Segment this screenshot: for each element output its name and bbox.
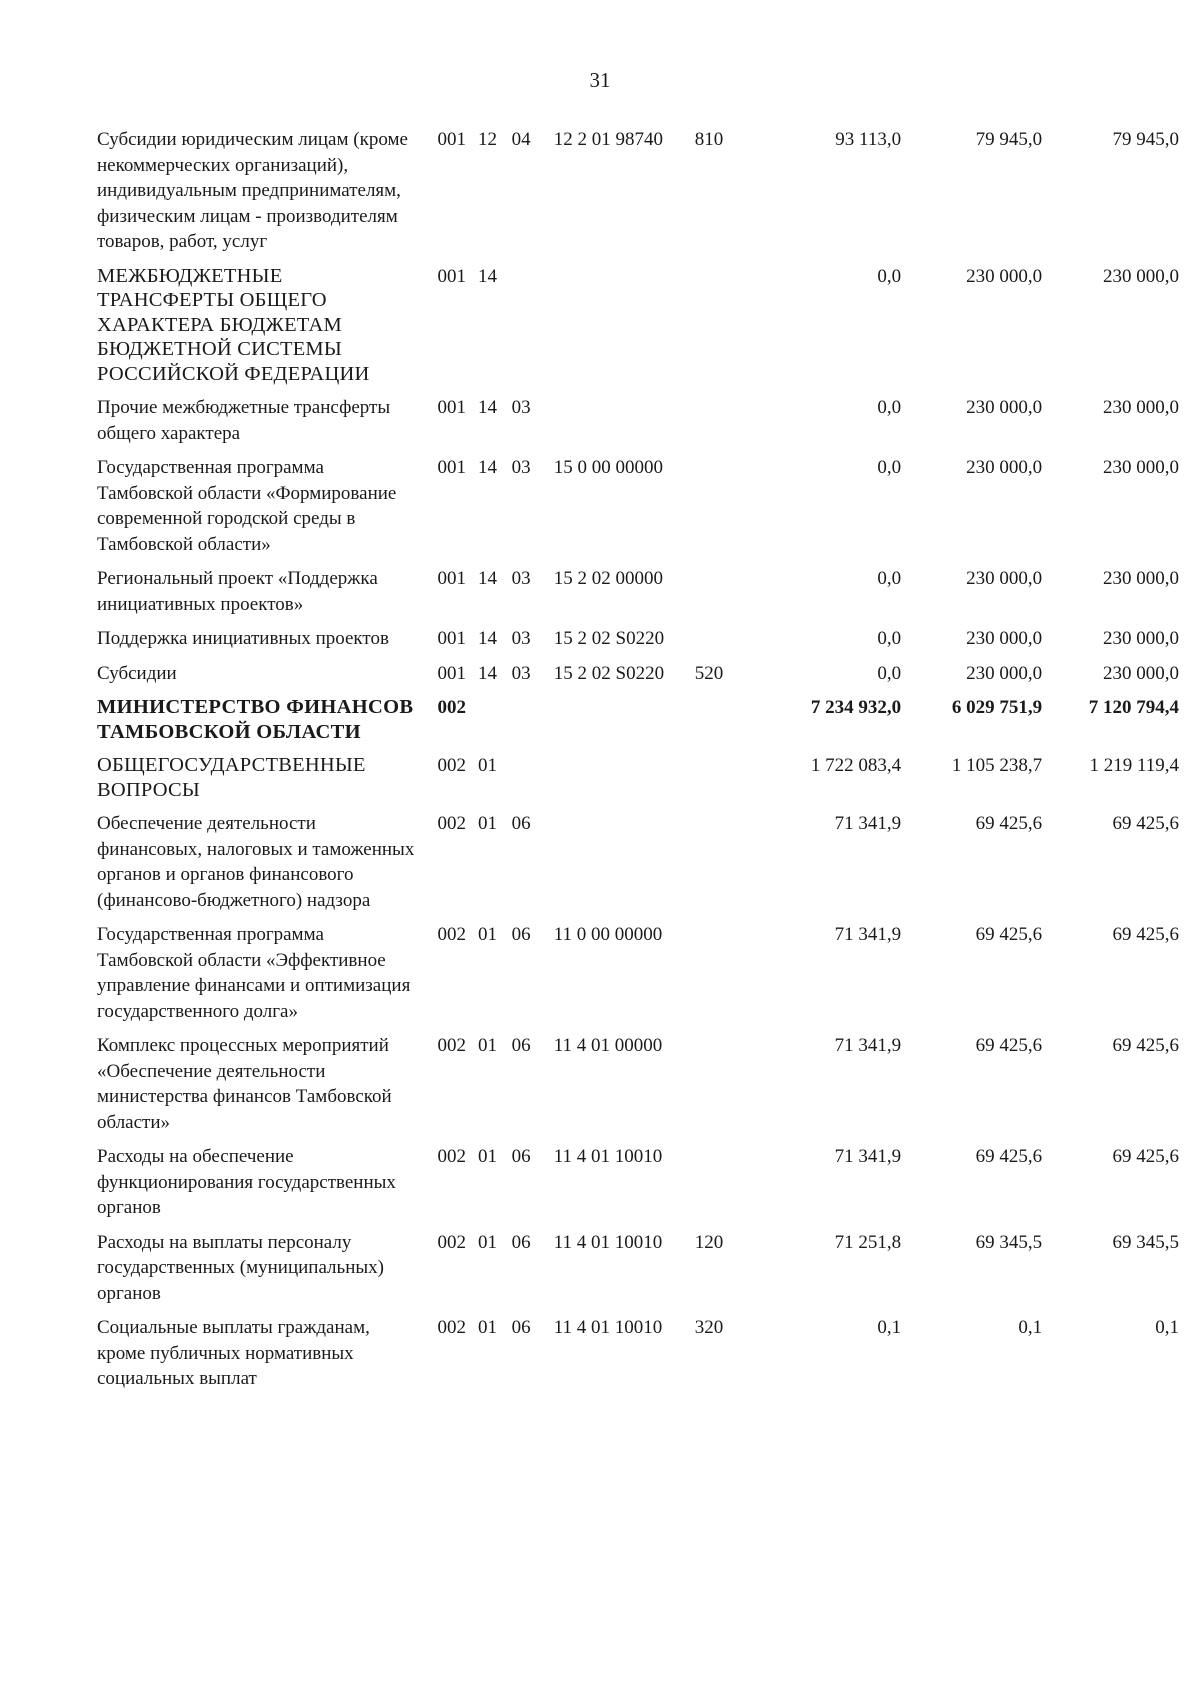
amount-year-2: 1 105 238,7 bbox=[951, 755, 1043, 776]
expense-type-code bbox=[695, 563, 758, 623]
row-name: Государственная программа Тамбовской области «Эффективное управление финансами и оптимизация государственного долга» bbox=[97, 924, 411, 1022]
section-code: 14 bbox=[478, 457, 497, 478]
amount-year-1: 0,0 bbox=[877, 628, 902, 649]
expense-type-code: 520 bbox=[694, 662, 724, 684]
section-code: 14 bbox=[478, 568, 497, 589]
target-article-code: 11 4 01 00000 bbox=[553, 1035, 663, 1056]
target-article-code: 11 4 01 10010 bbox=[553, 1146, 663, 1167]
section-code: 01 bbox=[478, 1231, 497, 1253]
section-code: 01 bbox=[478, 755, 497, 776]
amount-year-3: 1 219 119,4 bbox=[1089, 755, 1179, 776]
amount-year-3: 69 425,6 bbox=[1112, 924, 1179, 945]
table-row bbox=[97, 452, 1179, 563]
amount-year-2: 69 425,6 bbox=[975, 813, 1043, 834]
amount-year-2: 69 345,5 bbox=[975, 1231, 1043, 1253]
amount-year-3: 79 945,0 bbox=[1112, 129, 1179, 150]
expense-type-code bbox=[695, 808, 758, 919]
expense-type-code bbox=[695, 452, 758, 563]
expense-type-code: 320 bbox=[694, 1317, 724, 1338]
table-row bbox=[97, 919, 1179, 1030]
table-row bbox=[97, 658, 1179, 693]
row-name: МИНИСТЕРСТВО ФИНАНСОВ ТАМБОВСКОЙ ОБЛАСТИ bbox=[97, 696, 414, 743]
subsection-code: 06 bbox=[511, 924, 531, 945]
section-code: 01 bbox=[478, 1146, 497, 1167]
expense-type-code bbox=[695, 261, 758, 393]
table-row bbox=[97, 808, 1179, 919]
row-name: Региональный проект «Поддержка инициативных проектов» bbox=[97, 568, 378, 615]
amount-year-1: 7 234 932,0 bbox=[810, 697, 902, 718]
ministry-code: 002 bbox=[437, 697, 466, 718]
amount-year-2: 230 000,0 bbox=[966, 662, 1043, 684]
subsection-code: 06 bbox=[511, 1146, 531, 1167]
subsection-code bbox=[512, 750, 554, 808]
subsection-code: 06 bbox=[511, 813, 531, 834]
subsection-code: 06 bbox=[511, 1231, 531, 1253]
row-name: Обеспечение деятельности финансовых, налоговых и таможенных органов и органов финансового (финансово-бюджетного) надзора bbox=[97, 813, 415, 911]
ministry-code: 001 bbox=[437, 568, 466, 589]
ministry-code: 001 bbox=[437, 457, 466, 478]
expense-type-code bbox=[695, 692, 758, 750]
amount-year-3: 230 000,0 bbox=[1103, 265, 1179, 287]
section-code: 14 bbox=[478, 397, 497, 418]
table-row bbox=[97, 1030, 1179, 1141]
subsection-code: 03 bbox=[511, 662, 531, 684]
subsection-code bbox=[512, 692, 554, 750]
target-article-code: 15 2 02 S0220 bbox=[553, 628, 665, 649]
page-number: 31 bbox=[589, 68, 611, 92]
target-article-code: 15 2 02 S0220 bbox=[553, 662, 665, 684]
expense-type-code: 810 bbox=[694, 129, 724, 150]
amount-year-1: 0,0 bbox=[877, 397, 902, 418]
amount-year-1: 71 251,8 bbox=[834, 1231, 902, 1253]
row-name: Субсидии юридическим лицам (кроме некоммерческих организаций), индивидуальным предпринимателям, физическим лицам - производителям товаров, работ, услуг bbox=[97, 129, 408, 252]
amount-year-1: 0,1 bbox=[877, 1317, 902, 1338]
amount-year-3: 69 425,6 bbox=[1112, 1035, 1179, 1056]
section-code: 14 bbox=[478, 265, 497, 287]
row-name: Комплекс процессных мероприятий «Обеспечение деятельности министерства финансов Тамбовской области» bbox=[97, 1035, 392, 1133]
ministry-code: 002 bbox=[437, 1035, 466, 1056]
table-row bbox=[97, 692, 1179, 750]
section-code bbox=[478, 692, 512, 750]
ministry-code: 001 bbox=[437, 397, 466, 418]
table-row bbox=[97, 392, 1179, 452]
amount-year-3: 69 345,5 bbox=[1112, 1231, 1179, 1253]
amount-year-3: 0,1 bbox=[1155, 1317, 1179, 1338]
amount-year-3: 69 425,6 bbox=[1112, 813, 1179, 834]
amount-year-3: 230 000,0 bbox=[1103, 568, 1179, 589]
row-name: МЕЖБЮДЖЕТНЫЕ ТРАНСФЕРТЫ ОБЩЕГО ХАРАКТЕРА БЮДЖЕТАМ БЮДЖЕТНОЙ СИСТЕМЫ РОССИЙСКОЙ ФЕДЕРАЦИИ bbox=[97, 264, 370, 385]
expense-type-code bbox=[695, 919, 758, 1030]
amount-year-2: 69 425,6 bbox=[975, 924, 1043, 945]
budget-table bbox=[97, 124, 1179, 1398]
amount-year-2: 230 000,0 bbox=[966, 265, 1043, 287]
table-row bbox=[97, 750, 1179, 808]
section-code: 14 bbox=[478, 662, 497, 684]
amount-year-1: 0,0 bbox=[877, 568, 902, 589]
expense-type-code bbox=[695, 1141, 758, 1227]
ministry-code: 002 bbox=[437, 1317, 466, 1338]
amount-year-3: 69 425,6 bbox=[1112, 1146, 1179, 1167]
amount-year-2: 69 425,6 bbox=[975, 1035, 1043, 1056]
subsection-code: 06 bbox=[511, 1035, 531, 1056]
subsection-code: 04 bbox=[511, 129, 531, 150]
amount-year-2: 69 425,6 bbox=[975, 1146, 1043, 1167]
ministry-code: 002 bbox=[437, 924, 466, 945]
ministry-code: 002 bbox=[437, 755, 466, 776]
ministry-code: 002 bbox=[437, 1146, 466, 1167]
table-row bbox=[97, 1312, 1179, 1398]
amount-year-2: 230 000,0 bbox=[966, 568, 1043, 589]
amount-year-1: 0,0 bbox=[877, 265, 902, 287]
row-name: Расходы на обеспечение функционирования государственных органов bbox=[97, 1146, 396, 1218]
table-row bbox=[97, 261, 1179, 393]
expense-type-code bbox=[695, 623, 758, 658]
amount-year-2: 230 000,0 bbox=[966, 397, 1043, 418]
row-name: Прочие межбюджетные трансферты общего характера bbox=[97, 397, 391, 444]
row-name: Расходы на выплаты персоналу государственных (муниципальных) органов bbox=[97, 1231, 384, 1304]
section-code: 01 bbox=[478, 813, 497, 834]
amount-year-1: 71 341,9 bbox=[834, 924, 902, 945]
target-article-code: 15 2 02 00000 bbox=[553, 568, 664, 589]
target-article-code: 15 0 00 00000 bbox=[553, 457, 664, 478]
amount-year-3: 7 120 794,4 bbox=[1088, 697, 1179, 718]
section-code: 14 bbox=[478, 628, 497, 649]
table-body bbox=[97, 124, 1179, 1398]
expense-type-code bbox=[695, 392, 758, 452]
amount-year-1: 71 341,9 bbox=[834, 813, 902, 834]
target-article-code bbox=[554, 261, 695, 393]
row-name: Поддержка инициативных проектов bbox=[97, 628, 389, 649]
table-row bbox=[97, 563, 1179, 623]
section-code: 01 bbox=[478, 1035, 497, 1056]
subsection-code: 03 bbox=[511, 457, 531, 478]
target-article-code: 11 4 01 10010 bbox=[553, 1317, 663, 1338]
table-row bbox=[97, 124, 1179, 261]
target-article-code bbox=[554, 808, 695, 919]
amount-year-2: 6 029 751,9 bbox=[951, 697, 1043, 718]
row-name: Субсидии bbox=[97, 662, 177, 684]
amount-year-3: 230 000,0 bbox=[1103, 457, 1179, 478]
amount-year-1: 93 113,0 bbox=[835, 129, 902, 150]
row-name: ОБЩЕГОСУДАРСТВЕННЫЕ ВОПРОСЫ bbox=[97, 754, 366, 801]
row-name: Государственная программа Тамбовской области «Формирование современной городской среды в Тамбовской области» bbox=[97, 457, 397, 555]
row-name: Социальные выплаты гражданам, кроме публичных нормативных социальных выплат bbox=[97, 1317, 370, 1389]
section-code: 01 bbox=[478, 1317, 497, 1338]
section-code: 01 bbox=[478, 924, 497, 945]
target-article-code bbox=[554, 692, 695, 750]
subsection-code: 03 bbox=[511, 568, 531, 589]
amount-year-2: 230 000,0 bbox=[966, 457, 1043, 478]
subsection-code: 03 bbox=[511, 397, 531, 418]
subsection-code: 03 bbox=[511, 628, 531, 649]
amount-year-2: 79 945,0 bbox=[975, 129, 1043, 150]
amount-year-1: 71 341,9 bbox=[834, 1146, 902, 1167]
ministry-code: 001 bbox=[437, 628, 466, 649]
section-code: 12 bbox=[478, 129, 497, 150]
table-row bbox=[97, 1141, 1179, 1227]
ministry-code: 002 bbox=[437, 1231, 466, 1253]
ministry-code: 001 bbox=[437, 265, 466, 287]
amount-year-2: 0,1 bbox=[1018, 1317, 1043, 1338]
ministry-code: 002 bbox=[437, 813, 466, 834]
amount-year-3: 230 000,0 bbox=[1103, 662, 1179, 684]
target-article-code: 11 4 01 10010 bbox=[553, 1231, 663, 1253]
expense-type-code bbox=[695, 750, 758, 808]
amount-year-3: 230 000,0 bbox=[1103, 628, 1179, 649]
target-article-code: 11 0 00 00000 bbox=[553, 924, 663, 945]
amount-year-1: 0,0 bbox=[877, 662, 902, 684]
subsection-code: 06 bbox=[511, 1317, 531, 1338]
target-article-code: 12 2 01 98740 bbox=[553, 129, 664, 150]
table-row bbox=[97, 1227, 1179, 1313]
amount-year-2: 230 000,0 bbox=[966, 628, 1043, 649]
ministry-code: 001 bbox=[437, 662, 466, 684]
ministry-code: 001 bbox=[437, 129, 466, 150]
amount-year-1: 1 722 083,4 bbox=[810, 755, 902, 776]
target-article-code bbox=[554, 750, 695, 808]
amount-year-1: 0,0 bbox=[877, 457, 902, 478]
subsection-code bbox=[512, 261, 554, 393]
target-article-code bbox=[554, 392, 695, 452]
amount-year-1: 71 341,9 bbox=[834, 1035, 902, 1056]
expense-type-code: 120 bbox=[694, 1231, 724, 1253]
amount-year-3: 230 000,0 bbox=[1103, 397, 1179, 418]
table-row bbox=[97, 623, 1179, 658]
expense-type-code bbox=[695, 1030, 758, 1141]
